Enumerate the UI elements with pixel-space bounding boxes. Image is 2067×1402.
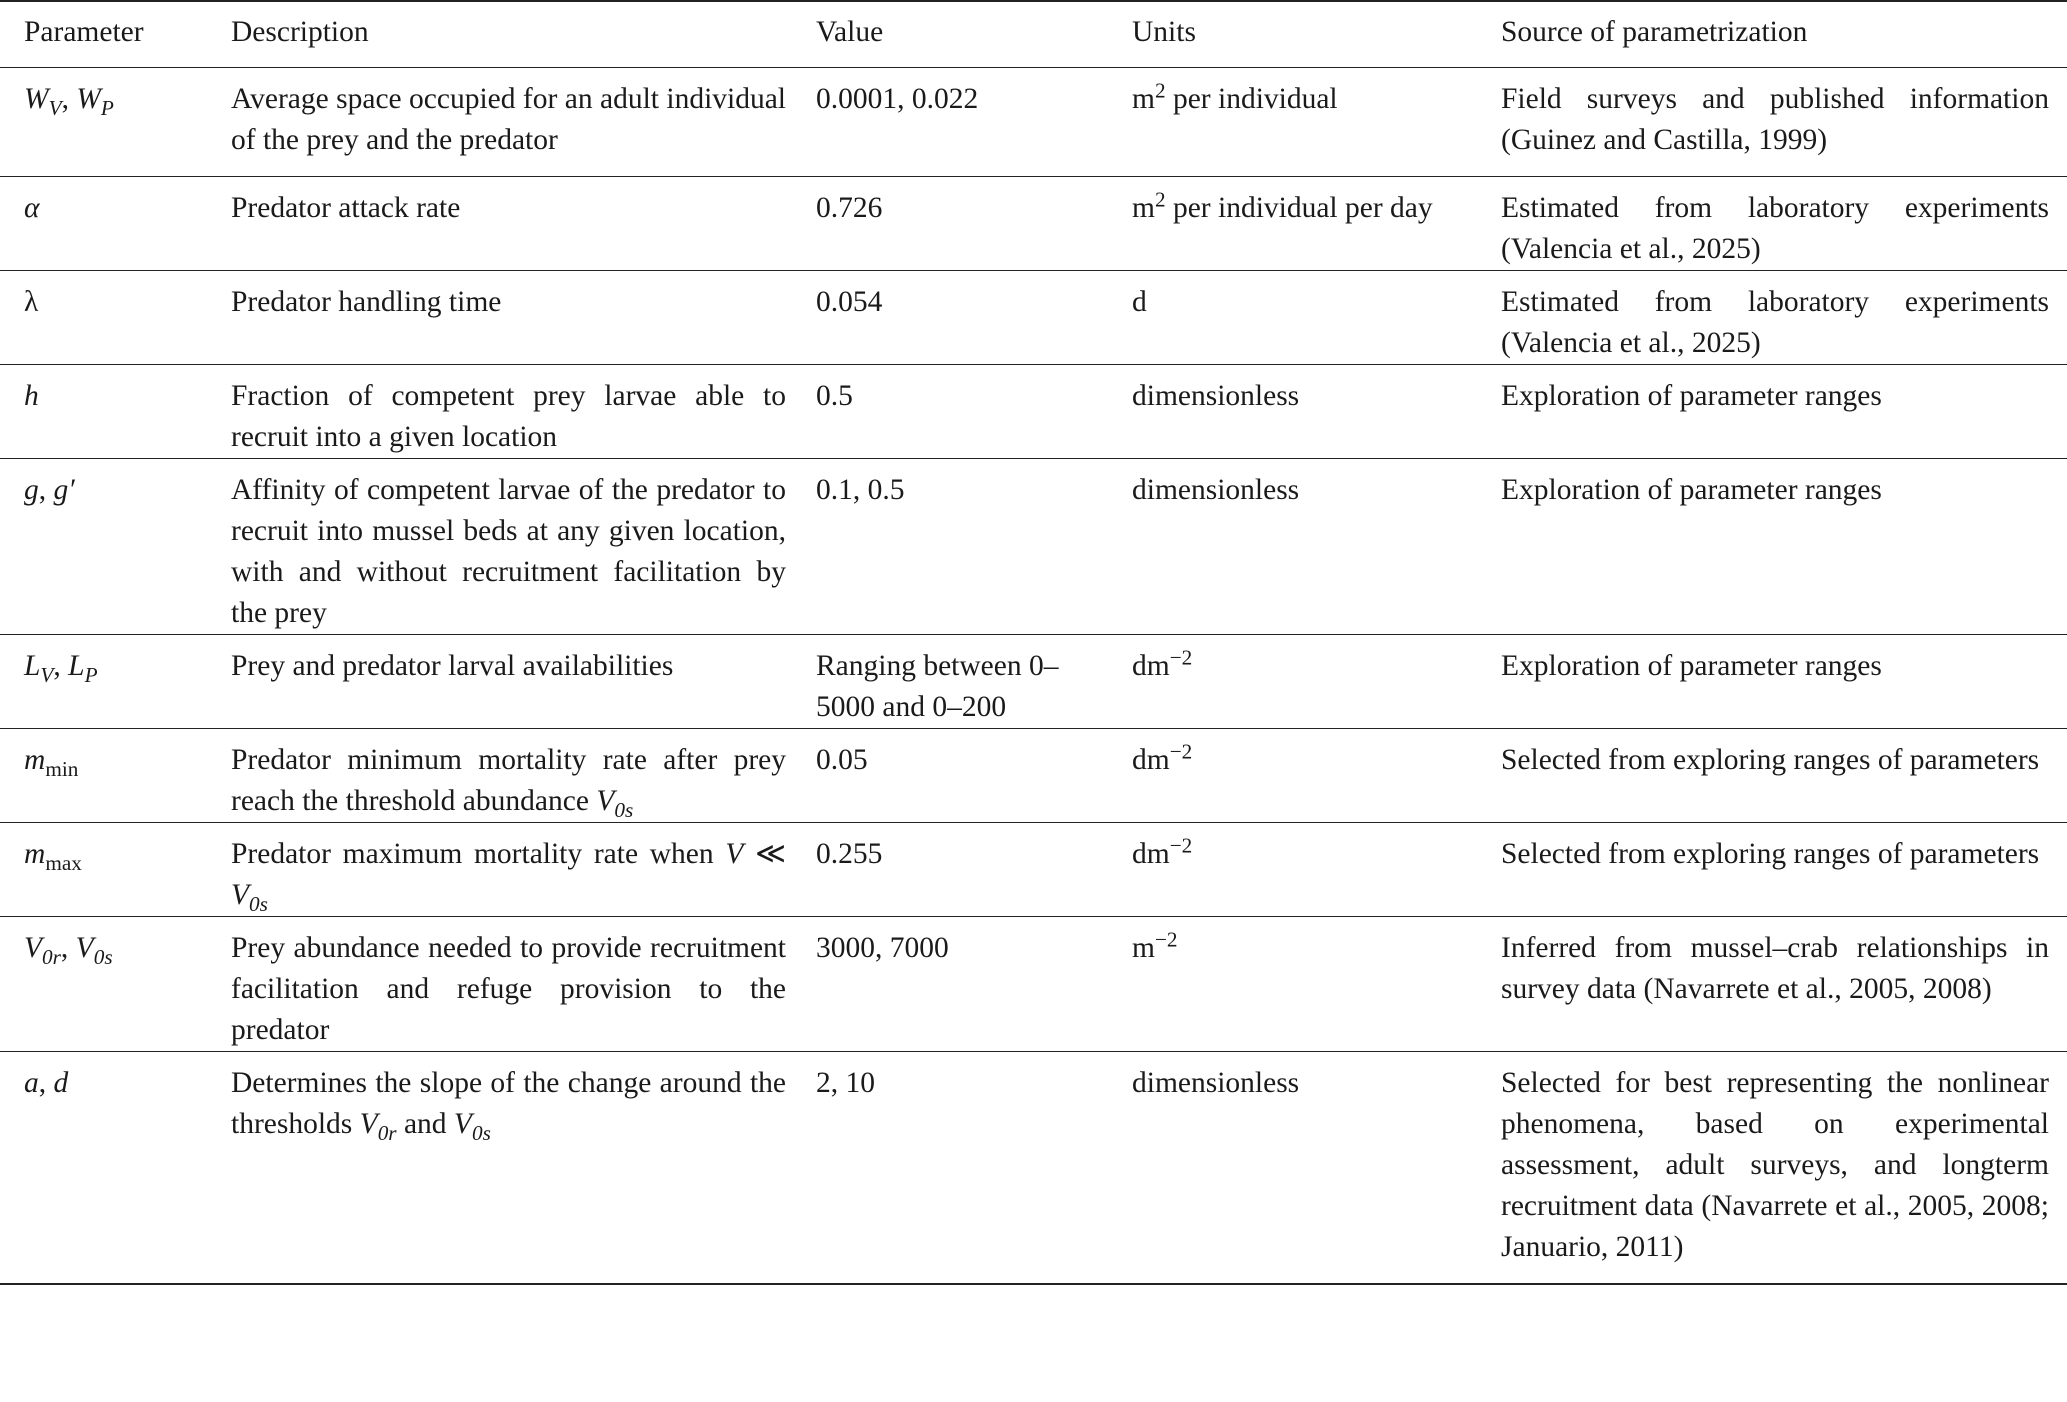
source-cell: Exploration of parameter ranges (1501, 634, 2067, 728)
description-cell: Predator minimum mortality rate after prey reach the threshold abundance $V_{0s}$ (231, 728, 816, 822)
source-cell: Field surveys and published information (Guinez and Castilla, 1999) (1501, 67, 2067, 176)
source-cell: Inferred from mussel–crab relationships in survey data (Navarrete et al., 2005, 2008) (1501, 916, 2067, 1051)
source-cell: Selected from exploring ranges of parameters (1501, 822, 2067, 916)
table-row (0, 634, 2067, 728)
parameter-cell: $L_V$, $L_P$ (0, 634, 231, 728)
description-cell: Fraction of competent prey larvae able to recruit into a given location (231, 364, 816, 458)
parameter-cell (0, 67, 231, 176)
table-row (0, 270, 2067, 364)
value-cell: 0.726 (816, 176, 1132, 270)
parameter-cell: λ (0, 270, 231, 364)
units-cell: dimensionless (1132, 458, 1501, 634)
table-row (0, 458, 2067, 634)
source-cell: Exploration of parameter ranges (1501, 458, 2067, 634)
table-row (0, 728, 2067, 822)
description-cell: Average space occupied for an adult individual of the prey and the predator (231, 67, 816, 176)
source-cell: Estimated from laboratory experiments (Valencia et al., 2025) (1501, 176, 2067, 270)
units-cell: dimensionless (1132, 1051, 1501, 1284)
header-parameter: Parameter (0, 1, 231, 67)
description-cell: Predator handling time (231, 270, 816, 364)
units-cell: $dm^{-2}$ (1132, 634, 1501, 728)
value-cell: 0.5 (816, 364, 1132, 458)
value-cell: 0.1, 0.5 (816, 458, 1132, 634)
units-cell: d (1132, 270, 1501, 364)
description-cell: Determines the slope of the change around the thresholds $V_{0r}$ and $V_{0s}$ (231, 1051, 816, 1284)
units-cell: $dm^{-2}$ (1132, 728, 1501, 822)
parameter-cell: $V_{0r}$, $V_{0s}$ (0, 916, 231, 1051)
parameter-cell: h (0, 364, 231, 458)
table-row (0, 67, 2067, 176)
units-cell: $dm^{-2}$ (1132, 822, 1501, 916)
description-cell: Predator maximum mortality rate when V ≪ $V_{0s}$ (231, 822, 816, 916)
description-cell: Prey and predator larval availabilities (231, 634, 816, 728)
source-cell: Selected for best representing the nonlinear phenomena, based on experimental assessment, adult surveys, and longterm recruitment data (Navarrete et al., 2005, 2008; Januario, 2011) (1501, 1051, 2067, 1284)
value-cell: 0.054 (816, 270, 1132, 364)
description-cell: Predator attack rate (231, 176, 816, 270)
value-cell: 0.255 (816, 822, 1132, 916)
value-cell: 3000, 7000 (816, 916, 1132, 1051)
value-cell: Ranging between 0–5000 and 0–200 (816, 634, 1132, 728)
parameter-cell: α (0, 176, 231, 270)
units-cell: $m^{-2}$ (1132, 916, 1501, 1051)
source-cell: Selected from exploring ranges of parameters (1501, 728, 2067, 822)
table-row (0, 364, 2067, 458)
header-source: Source of parametrization (1501, 1, 2067, 67)
value-cell: 0.05 (816, 728, 1132, 822)
units-cell: $m^2$ per individual (1132, 67, 1501, 176)
param-symbol: $W_V$, $W_P$ (24, 82, 114, 120)
parameter-cell: $m_{min}$ (0, 728, 231, 822)
description-cell: Affinity of competent larvae of the predator to recruit into mussel beds at any given location, with and without recruitment facilitation by the prey (231, 458, 816, 634)
source-cell: Estimated from laboratory experiments (Valencia et al., 2025) (1501, 270, 2067, 364)
header-row (0, 1, 2067, 67)
units-cell: dimensionless (1132, 364, 1501, 458)
parameter-cell: g, g′ (0, 458, 231, 634)
table-row (0, 916, 2067, 1051)
table-row (0, 822, 2067, 916)
header-description: Description (231, 1, 816, 67)
value-cell: 0.0001, 0.022 (816, 67, 1132, 176)
table-row (0, 1051, 2067, 1284)
value-cell: 2, 10 (816, 1051, 1132, 1284)
header-units: Units (1132, 1, 1501, 67)
description-cell: Prey abundance needed to provide recruitment facilitation and refuge provision to the predator (231, 916, 816, 1051)
table-row (0, 176, 2067, 270)
units-cell: $m^2$ per individual per day (1132, 176, 1501, 270)
header-value: Value (816, 1, 1132, 67)
source-cell: Exploration of parameter ranges (1501, 364, 2067, 458)
parameter-cell: a, d (0, 1051, 231, 1284)
parameter-cell: $m_{max}$ (0, 822, 231, 916)
